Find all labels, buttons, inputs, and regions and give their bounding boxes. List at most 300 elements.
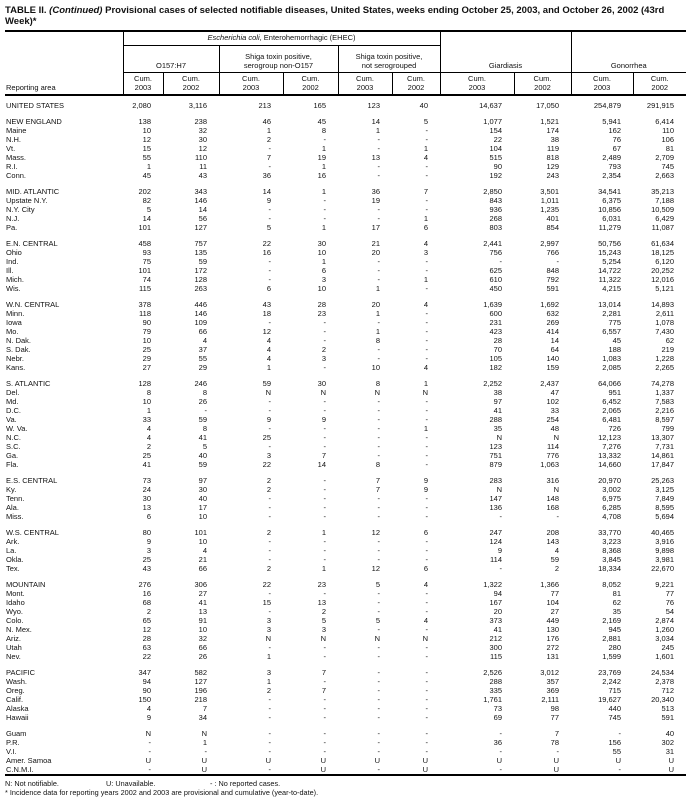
value-cell: - [377, 135, 380, 144]
table-row [5, 162, 686, 171]
value-cell: 101 [138, 266, 151, 275]
value-cell: - [425, 196, 429, 205]
value-cell: - [377, 214, 380, 223]
value-cell: 9 [321, 415, 326, 424]
value-cell: U [320, 765, 326, 774]
value-cell: - [377, 257, 380, 266]
value-cell: 97 [493, 397, 503, 406]
value-cell: 18 [262, 309, 271, 318]
value-cell: - [268, 512, 271, 521]
value-cell: 8 [321, 126, 326, 135]
value-cell: 67 [612, 144, 622, 153]
value-cell: 745 [608, 713, 622, 722]
value-cell: 440 [608, 704, 622, 713]
value-cell: 50,756 [598, 239, 622, 248]
value-cell: 1 [423, 275, 429, 284]
value-cell: 1,260 [655, 625, 675, 634]
value-cell: 36 [493, 738, 503, 747]
value-cell: N [320, 634, 326, 643]
value-cell: 2,526 [483, 668, 503, 677]
value-cell: - [377, 729, 380, 738]
value-cell: 14 [142, 214, 151, 223]
value-cell: - [377, 433, 380, 442]
value-cell: 854 [546, 223, 560, 232]
value-cell: 168 [546, 503, 560, 512]
value-cell: 1 [321, 223, 326, 232]
table-row [5, 388, 686, 397]
value-cell: - [425, 704, 429, 713]
value-cell: - [425, 415, 429, 424]
value-cell: 61,634 [651, 239, 675, 248]
value-cell: 138 [138, 117, 151, 126]
value-cell: 12 [371, 564, 380, 573]
value-cell: 1,639 [483, 300, 503, 309]
value-cell: 2,080 [132, 101, 151, 110]
value-cell: - [377, 738, 380, 747]
value-cell: 4 [266, 336, 271, 345]
value-cell: 2,216 [655, 406, 675, 415]
value-cell: - [323, 196, 326, 205]
value-cell: 33 [550, 406, 560, 415]
value-cell: - [323, 695, 326, 704]
value-cell: 9 [423, 485, 429, 494]
cum-header-col3: Cum. 2003 [219, 73, 283, 96]
value-cell: 4 [146, 424, 151, 433]
value-cell: 2 [266, 476, 271, 485]
value-cell: 3,501 [540, 187, 560, 196]
value-cell: - [323, 537, 326, 546]
value-cell: 936 [489, 205, 503, 214]
reporting-area-cell: E.N. CENTRAL [6, 239, 58, 248]
value-cell: - [425, 686, 429, 695]
table-row [5, 469, 686, 485]
value-cell: - [377, 406, 380, 415]
table-row [5, 223, 686, 232]
value-cell: 127 [194, 677, 207, 686]
table-row [5, 598, 686, 607]
value-cell: 306 [194, 580, 207, 589]
value-cell: 1,322 [483, 580, 503, 589]
table-row [5, 485, 686, 494]
value-cell: - [377, 442, 380, 451]
value-cell: 66 [198, 643, 207, 652]
value-cell: 1 [423, 214, 429, 223]
value-cell: 300 [489, 643, 503, 652]
table-row [5, 607, 686, 616]
reporting-area-cell: Ga. [6, 451, 19, 460]
value-cell: 5,694 [655, 512, 675, 521]
value-cell: 3,981 [655, 555, 675, 564]
value-cell: 18,334 [598, 564, 622, 573]
value-cell: 22,670 [651, 564, 675, 573]
value-cell: - [323, 704, 326, 713]
table-row [5, 695, 686, 704]
value-cell: 130 [546, 625, 560, 634]
value-cell: - [377, 424, 380, 433]
value-cell: 1,083 [602, 354, 622, 363]
value-cell: 6,429 [655, 214, 675, 223]
value-cell: 2,085 [602, 363, 622, 372]
value-cell: 35 [612, 607, 622, 616]
value-cell: 115 [139, 284, 151, 293]
reporting-area-cell: Wyo. [6, 607, 24, 616]
cum-header-col9: Cum. 2003 [571, 73, 633, 96]
value-cell: 15 [262, 598, 271, 607]
value-cell: 80 [142, 528, 151, 537]
footnote-asterisk: * Incidence data for reporting years 2002 and 2003 are provisional and cumulative (year-to-date). [5, 788, 319, 797]
table-row [5, 126, 686, 135]
value-cell: - [268, 589, 271, 598]
value-cell: 231 [489, 318, 503, 327]
value-cell: U [201, 765, 207, 774]
value-cell: 45 [142, 171, 151, 180]
reporting-area-cell: Utah [6, 643, 22, 652]
value-cell: 6 [423, 564, 429, 573]
value-cell: - [499, 257, 503, 266]
value-cell: 13,014 [598, 300, 622, 309]
table-row [5, 180, 686, 196]
value-cell: - [425, 135, 429, 144]
value-cell: 81 [665, 144, 675, 153]
value-cell: 600 [489, 309, 503, 318]
value-cell: - [268, 747, 271, 756]
value-cell: - [323, 476, 326, 485]
value-cell: 6,120 [655, 257, 675, 266]
value-cell: 1,692 [540, 300, 560, 309]
value-cell: 14 [198, 205, 207, 214]
cum-header-col1: Cum. 2003 [123, 73, 163, 96]
value-cell: - [425, 205, 429, 214]
value-cell: 1,063 [540, 460, 560, 469]
value-cell: 35,213 [651, 187, 675, 196]
value-cell: 268 [489, 214, 503, 223]
value-cell: - [425, 327, 429, 336]
reporting-area-cell: Ala. [6, 503, 19, 512]
value-cell: 2,169 [602, 616, 622, 625]
value-cell: 47 [550, 388, 560, 397]
value-cell: - [323, 677, 326, 686]
value-cell: 7 [423, 187, 429, 196]
value-cell: 1 [423, 144, 429, 153]
value-cell: 12 [371, 528, 380, 537]
value-cell: 54 [665, 607, 675, 616]
reporting-area-cell: Md. [6, 397, 19, 406]
table-row [5, 686, 686, 695]
value-cell: - [556, 747, 560, 756]
value-cell: 66 [198, 564, 207, 573]
value-cell: 515 [489, 153, 503, 162]
value-cell: 3 [266, 451, 271, 460]
value-cell: - [425, 747, 429, 756]
value-cell: 9 [146, 713, 151, 722]
value-cell: 3,002 [602, 485, 622, 494]
table-row [5, 372, 686, 388]
value-cell: - [377, 765, 380, 774]
reporting-area-cell: Ohio [6, 248, 22, 257]
value-cell: 1,235 [540, 205, 560, 214]
value-cell: 8 [202, 424, 207, 433]
value-cell: 369 [546, 686, 560, 695]
value-cell: 59 [198, 257, 207, 266]
value-cell: 1 [375, 126, 380, 135]
table-row [5, 634, 686, 643]
value-cell: 378 [138, 300, 151, 309]
value-cell: - [323, 503, 326, 512]
value-cell: 59 [262, 379, 271, 388]
value-cell: 14 [371, 117, 380, 126]
value-cell: 81 [612, 589, 622, 598]
value-cell: - [425, 442, 429, 451]
value-cell: - [499, 765, 503, 774]
reporting-area-cell: Hawaii [6, 713, 29, 722]
value-cell: 118 [139, 309, 151, 318]
value-cell: 188 [608, 345, 622, 354]
value-cell: 14 [262, 187, 271, 196]
value-cell: - [377, 546, 380, 555]
value-cell: 77 [550, 713, 560, 722]
value-cell: 712 [661, 686, 675, 695]
table-row [5, 643, 686, 652]
value-cell: 77 [550, 589, 560, 598]
reporting-area-header: Reporting area [5, 31, 123, 95]
value-cell: - [323, 336, 326, 345]
cum-header-col7: Cum. 2003 [440, 73, 514, 96]
table-row [5, 722, 686, 738]
cum-header-col2: Cum. 2002 [163, 73, 219, 96]
value-cell: - [425, 695, 429, 704]
value-cell: - [268, 704, 271, 713]
reporting-area-cell: N. Dak. [6, 336, 32, 345]
value-cell: 1,078 [655, 318, 675, 327]
value-cell: 34,541 [598, 187, 622, 196]
value-cell: - [425, 512, 429, 521]
value-cell: 6 [423, 528, 429, 537]
value-cell: 208 [546, 528, 560, 537]
value-cell: 513 [661, 704, 675, 713]
value-cell: 843 [489, 196, 503, 205]
value-cell: 119 [547, 144, 560, 153]
table-row [5, 205, 686, 214]
value-cell: 1 [202, 738, 207, 747]
footnote-symbols-line [5, 779, 686, 788]
value-cell: 12 [142, 135, 151, 144]
value-cell: 1,521 [540, 117, 560, 126]
value-cell: 66 [198, 327, 207, 336]
value-cell: - [425, 451, 429, 460]
value-cell: 269 [546, 318, 560, 327]
value-cell: 2,663 [655, 171, 675, 180]
value-cell: - [377, 695, 380, 704]
value-cell: 11 [199, 162, 207, 171]
value-cell: 246 [194, 379, 207, 388]
table-row [5, 537, 686, 546]
value-cell: 3 [266, 668, 271, 677]
value-cell: 56 [198, 214, 207, 223]
value-cell: 6,975 [602, 494, 622, 503]
value-cell: - [377, 345, 380, 354]
value-cell: 33 [142, 415, 151, 424]
value-cell: 1 [266, 126, 271, 135]
reporting-area-cell: W.S. CENTRAL [6, 528, 59, 537]
value-cell: 128 [194, 275, 207, 284]
value-cell: 75 [142, 257, 151, 266]
value-cell: 28 [142, 634, 151, 643]
value-cell: 136 [489, 503, 503, 512]
title-continued: (Continued) [49, 5, 103, 16]
value-cell: U [422, 765, 429, 774]
value-cell: 78 [550, 738, 560, 747]
title-prefix: TABLE II. [5, 5, 47, 16]
value-cell: 1,228 [655, 354, 675, 363]
value-cell: 25 [142, 555, 151, 564]
value-cell: 2 [321, 607, 326, 616]
table-row [5, 738, 686, 747]
value-cell: 7 [321, 668, 326, 677]
value-cell: - [268, 275, 271, 284]
value-cell: 167 [489, 598, 503, 607]
value-cell: - [323, 397, 326, 406]
value-cell: 945 [608, 625, 622, 634]
value-cell: 2,437 [540, 379, 560, 388]
non-o157-subgroup-header [219, 46, 338, 73]
value-cell: 12 [198, 144, 207, 153]
value-cell: N [422, 388, 429, 397]
value-cell: - [268, 713, 271, 722]
table-row [5, 573, 686, 589]
value-cell: 766 [546, 248, 560, 257]
value-cell: - [268, 537, 271, 546]
value-cell: 6,557 [602, 327, 622, 336]
value-cell: 3 [321, 275, 326, 284]
value-cell: 127 [194, 223, 207, 232]
value-cell: - [377, 171, 380, 180]
reporting-area-cell: Okla. [6, 555, 24, 564]
value-cell: 123 [489, 442, 503, 451]
value-cell: 9,221 [655, 580, 675, 589]
value-cell: 22 [262, 239, 271, 248]
value-cell: 182 [489, 363, 503, 372]
table-row [5, 564, 686, 573]
footnote-u: U: Unavailable. [106, 779, 156, 788]
value-cell: N [374, 388, 380, 397]
table-row [5, 284, 686, 293]
non-o157-line1: Shiga toxin positive, [245, 52, 312, 61]
value-cell: 3 [266, 616, 271, 625]
table-row [5, 451, 686, 460]
value-cell: - [425, 713, 429, 722]
value-cell: 218 [194, 695, 207, 704]
value-cell: - [204, 406, 207, 415]
reporting-area-cell: P.R. [6, 738, 20, 747]
table-row [5, 512, 686, 521]
value-cell: 7 [321, 451, 326, 460]
value-cell: 38 [493, 388, 503, 397]
reporting-area-cell: Vt. [6, 144, 16, 153]
value-cell: 625 [489, 266, 503, 275]
value-cell: 140 [546, 354, 560, 363]
value-cell: 6,285 [602, 503, 622, 512]
value-cell: 192 [489, 171, 503, 180]
value-cell: 1 [321, 187, 326, 196]
value-cell: U [668, 756, 675, 765]
value-cell: N [201, 729, 207, 738]
value-cell: - [425, 643, 429, 652]
value-cell: 104 [546, 598, 560, 607]
value-cell: 29 [198, 363, 207, 372]
table-row [5, 275, 686, 284]
value-cell: 7,188 [655, 196, 675, 205]
value-cell: 22 [142, 652, 151, 661]
reporting-area-cell: N.J. [6, 214, 20, 223]
value-cell: 280 [608, 643, 622, 652]
value-cell: 59 [198, 415, 207, 424]
value-cell: N [553, 485, 560, 494]
value-cell: - [323, 214, 326, 223]
value-cell: 2,881 [602, 634, 622, 643]
table-row [5, 756, 686, 765]
value-cell: 148 [546, 494, 560, 503]
value-cell: 2,378 [655, 677, 675, 686]
value-cell: 715 [608, 686, 622, 695]
value-cell: 450 [489, 284, 503, 293]
value-cell: 45 [612, 336, 622, 345]
value-cell: 15,243 [598, 248, 622, 257]
value-cell: 9 [266, 196, 271, 205]
value-cell: 582 [194, 668, 207, 677]
table-row [5, 442, 686, 451]
value-cell: - [425, 284, 429, 293]
value-cell: 123 [367, 101, 380, 110]
value-cell: 28 [493, 336, 503, 345]
value-cell: 40 [198, 494, 207, 503]
value-cell: 2 [266, 528, 271, 537]
reporting-area-cell: Mont. [6, 589, 25, 598]
value-cell: 202 [138, 187, 151, 196]
value-cell: 745 [661, 162, 675, 171]
value-cell: - [377, 677, 380, 686]
reporting-area-cell: S. Dak. [6, 345, 31, 354]
value-cell: 65 [142, 616, 151, 625]
value-cell: - [377, 494, 380, 503]
value-cell: 726 [608, 424, 622, 433]
value-cell: 135 [194, 248, 207, 257]
ehec-species-label: Escherichia coli [207, 33, 260, 43]
value-cell: 73 [493, 704, 503, 713]
value-cell: 10 [142, 397, 151, 406]
value-cell: - [425, 126, 429, 135]
reporting-area-cell: MOUNTAIN [6, 580, 46, 589]
value-cell: 799 [661, 424, 675, 433]
value-cell: - [377, 607, 380, 616]
table-row [5, 327, 686, 336]
value-cell: 212 [489, 634, 503, 643]
value-cell: 9 [266, 415, 271, 424]
value-cell: - [323, 135, 326, 144]
value-cell: - [618, 765, 622, 774]
value-cell: 74 [142, 275, 151, 284]
table-row [5, 406, 686, 415]
value-cell: 8,368 [602, 546, 622, 555]
value-cell: - [323, 363, 326, 372]
value-cell: - [268, 765, 271, 774]
value-cell: 13,307 [651, 433, 675, 442]
reporting-area-cell: N.Y. City [6, 205, 35, 214]
value-cell: 272 [546, 643, 560, 652]
giardiasis-group-header: Giardiasis [440, 31, 571, 73]
value-cell: 25 [142, 345, 151, 354]
value-cell: 43 [262, 300, 271, 309]
value-cell: - [323, 589, 326, 598]
